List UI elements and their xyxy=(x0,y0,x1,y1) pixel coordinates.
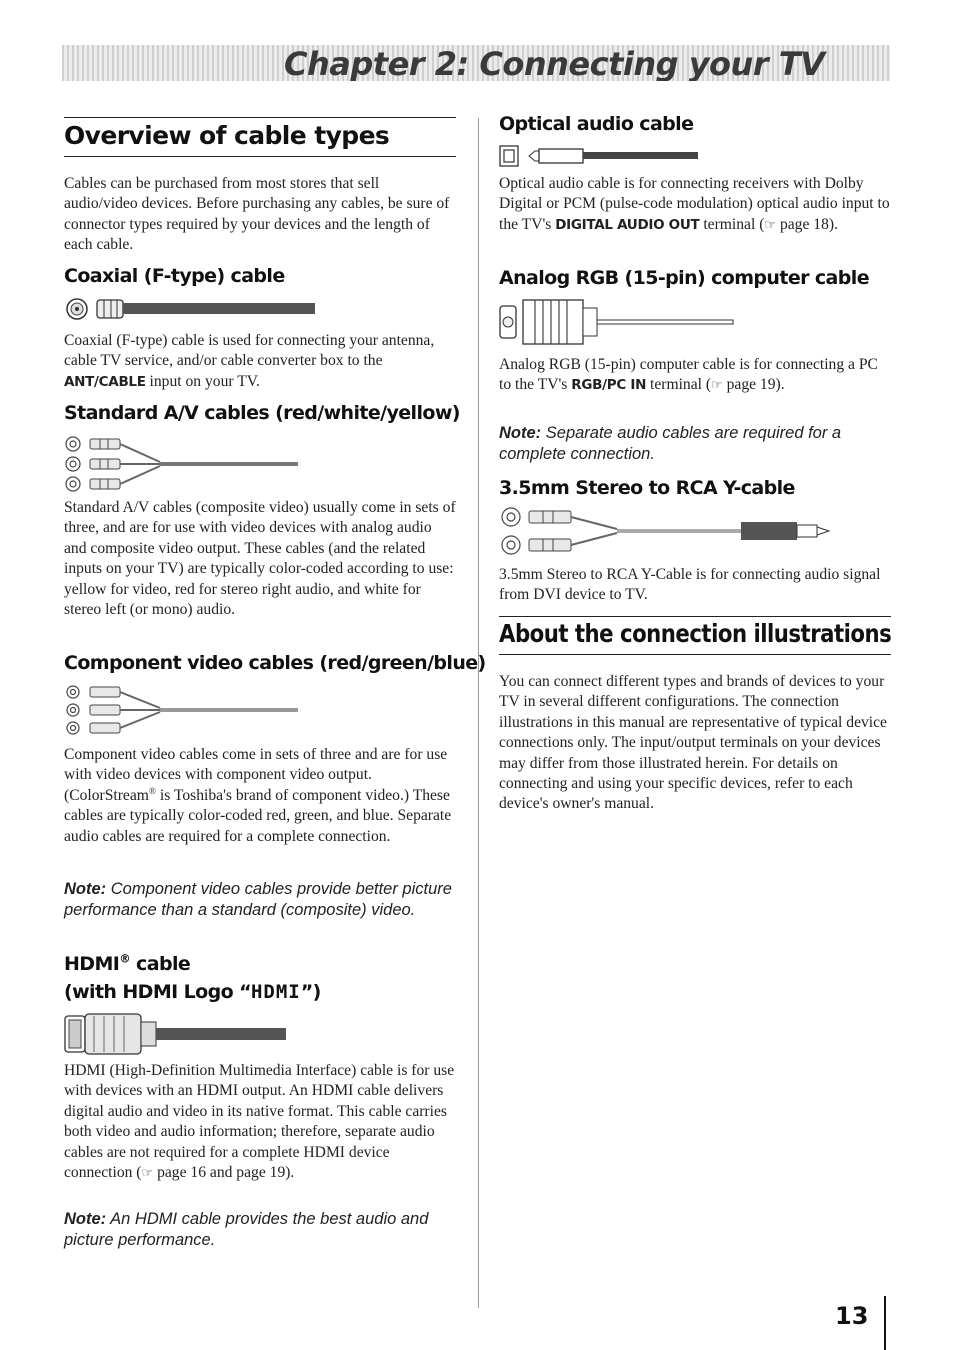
stereo-paragraph: 3.5mm Stereo to RCA Y-Cable is for connecting audio signal from DVI device to TV. xyxy=(499,566,881,604)
overview-paragraph: Cables can be purchased from most stores that sell audio/video devices. Before purchasing any cables, be sure of connector types required by your devices and the length of each cable. xyxy=(64,175,450,254)
rgb-pc-in-terminal: RGB/PC IN xyxy=(571,377,647,394)
component-note: Note: Component video cables provide better picture performance than a standard (composite) video. xyxy=(64,880,452,919)
optical-heading: Optical audio cable xyxy=(499,113,694,135)
component-cables-icon xyxy=(64,683,300,739)
coaxial-heading: Coaxial (F-type) cable xyxy=(64,265,285,287)
page-number-bar xyxy=(884,1296,886,1350)
about-bottom-rule xyxy=(499,654,891,655)
chapter-banner xyxy=(62,45,890,81)
rgb-paragraph: Analog RGB (15-pin) computer cable is for connecting a PC to the TV's RGB/PC IN terminal (☞ page 19). xyxy=(499,356,878,394)
hdmi-heading: HDMI® cable xyxy=(64,951,191,975)
overview-bottom-rule xyxy=(64,156,456,157)
column-divider xyxy=(478,118,479,1308)
component-heading: Component video cables (red/green/blue) xyxy=(64,652,486,674)
page-reference-icon: ☞ xyxy=(711,377,723,393)
page-reference-icon: ☞ xyxy=(764,216,777,232)
hdmi-subheading: (with HDMI Logo “HDMI”) xyxy=(64,981,321,1003)
overview-heading: Overview of cable types xyxy=(64,121,390,150)
rgb-heading: Analog RGB (15-pin) computer cable xyxy=(499,267,869,289)
chapter-title: Chapter 2: Connecting your TV xyxy=(284,45,825,81)
av-heading: Standard A/V cables (red/white/yellow) xyxy=(64,402,460,424)
hdmi-note: Note: An HDMI cable provides the best audio and picture performance. xyxy=(64,1210,429,1249)
stereo-heading: 3.5mm Stereo to RCA Y-cable xyxy=(499,477,795,499)
coaxial-cable-icon xyxy=(64,294,316,324)
av-paragraph: Standard A/V cables (composite video) usually come in sets of three, and are for use with video devices with analog audio and composite video output. These cables (and the related inputs on your TV) are typically color-coded according to use: yellow for video, red for stereo right audio, and white for stereo left (or mono) audio. xyxy=(64,499,456,619)
hdmi-paragraph: HDMI (High-Definition Multimedia Interface) cable is for use with devices with an HDMI output. An HDMI cable delivers digital audio and video in its native format. This cable carries both video and audio information; therefore, separate audio cables are not required for a complete HDMI device connection (☞ page 16 and page 19). xyxy=(64,1062,455,1182)
component-paragraph: Component video cables come in sets of three and are for use with video devices with component video output. (ColorStream® is Toshiba's brand of component video.) These cables are typically color-coded red, green, and blue. Separate audio cables are required for a complete connection. xyxy=(64,746,452,845)
optical-paragraph: Optical audio cable is for connecting receivers with Dolby Digital or PCM (pulse-code modulation) optical audio input to the TV's DIGITAL AUDIO OUT terminal (☞ page 18). xyxy=(499,175,890,233)
hdmi-cable-icon xyxy=(64,1012,286,1056)
digital-audio-out-terminal: DIGITAL AUDIO OUT xyxy=(555,216,700,233)
optical-cable-icon xyxy=(499,144,699,170)
ant-cable-terminal: ANT/CABLE xyxy=(64,373,146,390)
hdmi-logo: HDMI xyxy=(250,981,301,1003)
rgb-note: Note: Separate audio cables are required for a complete connection. xyxy=(499,424,842,463)
page-number: 13 xyxy=(835,1302,869,1330)
rgb-cable-icon xyxy=(499,298,735,348)
av-cables-icon xyxy=(64,434,300,494)
about-top-rule xyxy=(499,616,891,617)
about-paragraph: You can connect different types and brands of devices to your TV in several different configurations. The connection illustrations in this manual are representative of typical device connections only. The input/output terminals on your devices may differ from those illustrated herein. For details on connecting and using your specific devices, refer to each device's owner's manual. xyxy=(499,673,887,813)
about-heading: About the connection illustrations xyxy=(499,619,892,648)
coaxial-paragraph: Coaxial (F-type) cable is used for connecting your antenna, cable TV service, and/or cable converter box to the ANT/CABLE input on your TV. xyxy=(64,332,435,390)
stereo-y-cable-icon xyxy=(499,505,859,559)
page-reference-icon: ☞ xyxy=(141,1165,154,1181)
overview-top-rule xyxy=(64,117,456,118)
